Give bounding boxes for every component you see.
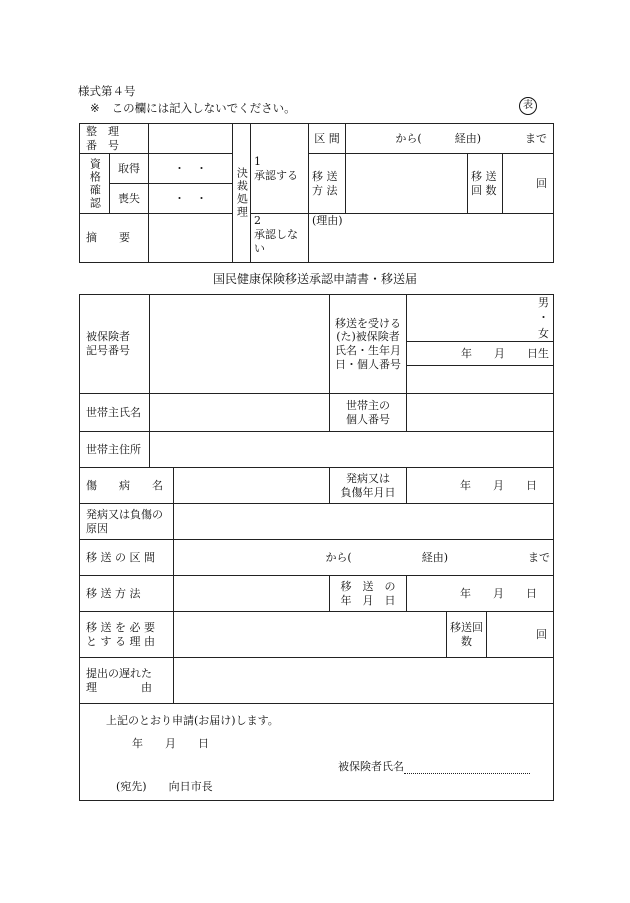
route-via: 経由) (421, 550, 449, 564)
isou-kaisu-unit[interactable]: 回 (503, 154, 554, 214)
setai-nushi-name-label: 世帯主氏名 (80, 394, 150, 432)
transport-date-label: 移 送 の 年 月 日 (330, 576, 407, 612)
disapprove-label: 承認しない (254, 227, 298, 255)
hihokensha-kigo-label: 被保険者 記号番号 (80, 295, 150, 394)
soshitsu-label: 喪失 (110, 184, 149, 214)
cause-field[interactable] (174, 504, 554, 540)
route-to: まで (528, 550, 551, 564)
cause-label: 発病又は負傷の原因 (80, 504, 174, 540)
method-label: 移 送 方 法 (80, 576, 174, 612)
hatsubyo-date-field[interactable]: 年 月 日 (407, 468, 554, 504)
shobyo-label: 傷 病 名 (80, 468, 174, 504)
notice-mark: ※ (90, 101, 100, 115)
declaration-text: 上記のとおり申請(お届け)します。 (106, 714, 279, 728)
reason-field[interactable] (174, 612, 447, 658)
kojin-bango-field[interactable] (407, 366, 554, 394)
isou-hoho-field[interactable] (346, 154, 468, 214)
bango-label: 番 号 (86, 138, 119, 152)
tekiyo-label: 摘 要 (80, 214, 149, 263)
kukan-label: 区 間 (309, 124, 346, 154)
declaration-block (80, 704, 554, 801)
isou-kaisu-label: 移 送 回 数 (468, 154, 503, 214)
insured-name-label: 被保険者氏名 (338, 760, 404, 774)
notice-text: この欄には記入しないでください。 (111, 101, 296, 115)
transport-date-field[interactable]: 年 月 日 (407, 576, 554, 612)
route-from: から( (325, 550, 352, 564)
setai-nushi-kojin-label: 世帯主の 個人番号 (330, 394, 407, 432)
tekiyo-field[interactable] (149, 214, 233, 263)
sex-female[interactable]: 女 (538, 326, 550, 340)
sex-male[interactable]: 男 (538, 296, 550, 309)
setai-nushi-kojin-field[interactable] (407, 394, 554, 432)
disapprove-num: 2 (254, 214, 261, 227)
kukan-value[interactable]: から( 経由) まで (346, 124, 554, 154)
form-title: 国民健康保険移送承認申請書・移送届 (212, 272, 417, 286)
kessai-shori-label: 決裁処理 (233, 124, 251, 263)
omote-stamp-icon: 表 (519, 97, 537, 115)
late-reason-label: 提出の遅れた 理 由 (80, 658, 174, 704)
setai-nushi-name-field[interactable] (150, 394, 330, 432)
addressee: (宛先) 向日市長 (116, 780, 213, 794)
sign-date-field[interactable]: 年 月 日 (132, 737, 209, 751)
shobyo-field[interactable] (174, 468, 330, 504)
shikaku-kakunin-label: 資格確認 (80, 154, 110, 214)
riyu-field[interactable]: (理由) (309, 214, 554, 263)
insured-name-row (338, 760, 530, 774)
isou-hoho-label: 移 送 方 法 (309, 154, 346, 214)
approve-num: 1 (254, 154, 261, 168)
setai-nushi-address-field[interactable] (150, 432, 554, 468)
birth-date-field[interactable]: 年 月 日生 (407, 342, 554, 366)
late-reason-field[interactable] (174, 658, 554, 704)
shutoku-date-field[interactable]: ・ ・ (149, 154, 233, 184)
approve-label: 承認する (254, 168, 298, 182)
count-label: 移送回数 (447, 612, 487, 658)
admin-table (79, 123, 554, 263)
hihokensha-kigo-field[interactable] (150, 295, 330, 394)
route-field[interactable] (174, 540, 554, 576)
seiri-bango-field[interactable] (149, 124, 233, 154)
hatsubyo-date-label: 発病又は 負傷年月日 (330, 468, 407, 504)
notice (90, 100, 296, 116)
shutoku-label: 取得 (110, 154, 149, 184)
form-number: 様式第４号 (78, 84, 136, 98)
application-table (79, 294, 554, 801)
reason-label: 移 送 を 必 要 と す る 理 由 (80, 612, 174, 658)
count-field[interactable]: 回 (487, 612, 554, 658)
patient-info-label: 移送を受ける(た)被保険者氏名・生年月日・個人番号 (330, 295, 407, 394)
sex-dot: ・ (538, 311, 550, 325)
setai-nushi-address-label: 世帯主住所 (80, 432, 150, 468)
seiri-label: 整 理 (86, 124, 119, 138)
soshitsu-date-field[interactable]: ・ ・ (149, 184, 233, 214)
method-field[interactable] (174, 576, 330, 612)
route-label: 移 送 の 区 間 (80, 540, 174, 576)
insured-name-field[interactable] (404, 761, 530, 774)
